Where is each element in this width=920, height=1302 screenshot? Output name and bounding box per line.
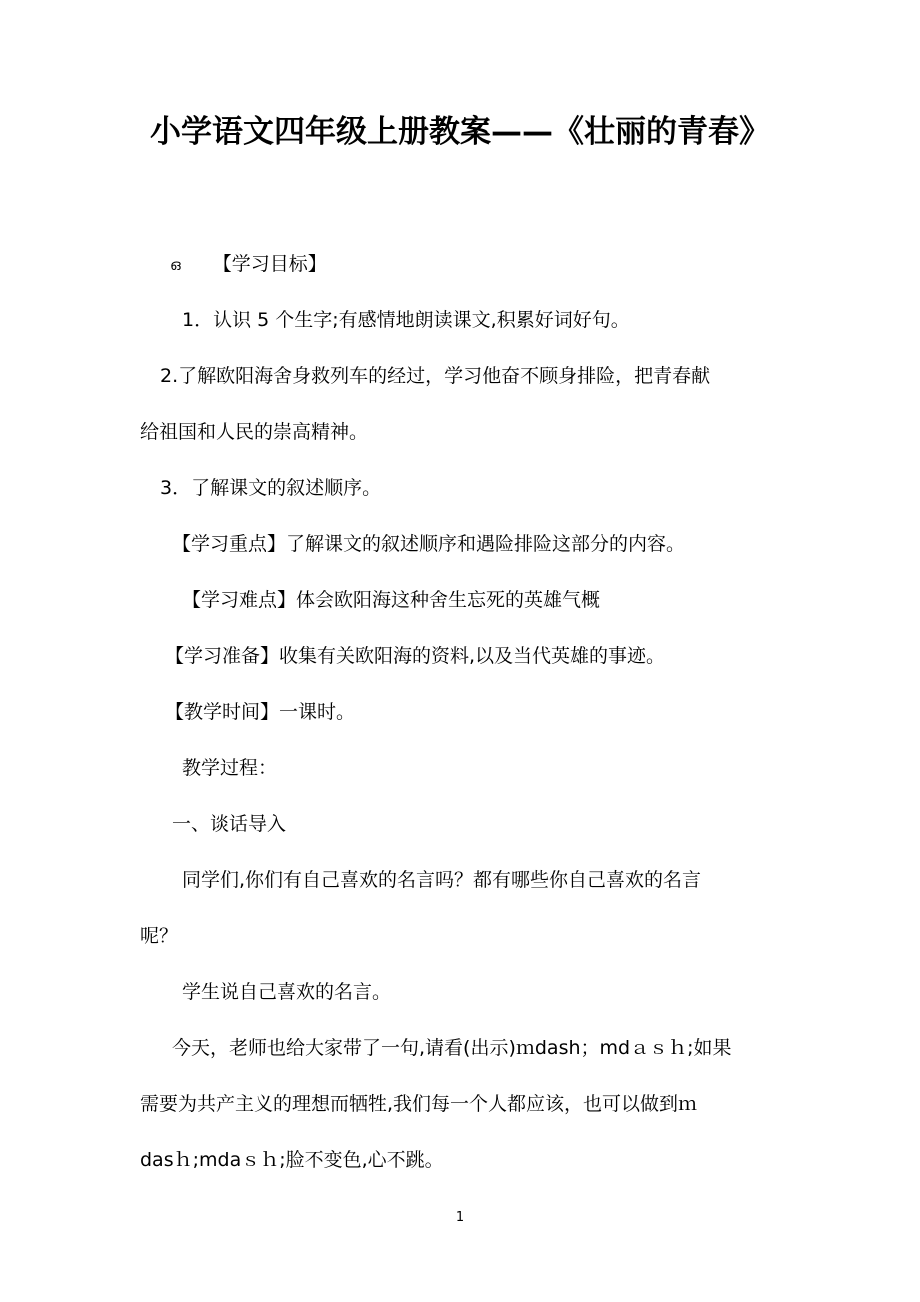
preparation: 【学习准备】收集有关欧阳海的资料,以及当代英雄的事迹。 — [165, 645, 666, 667]
paragraph-2: 学生说自己喜欢的名言。 — [182, 981, 392, 1003]
objective-2-line-2: 给祖国和人民的崇高精神。 — [140, 421, 369, 443]
objective-1: 1．认识 5 个生字;有感情地朗读课文,积累好词好句。 — [182, 309, 630, 331]
section-1-heading: 一、谈话导入 — [172, 813, 287, 835]
objective-3: 3．了解课文的叙述顺序。 — [160, 477, 382, 499]
teaching-time: 【教学时间】一课时。 — [165, 701, 356, 723]
page-number: 1 — [455, 1210, 465, 1225]
objectives-heading: 【学习目标】 — [212, 253, 327, 275]
objectives-heading-line — [170, 250, 327, 279]
paragraph-1-line-1: 同学们,你们有自己喜欢的名言吗？都有哪些你自己喜欢的名言 — [182, 869, 702, 891]
paragraph-3-line-1: 今天，老师也给大家带了一句,请看(出示)ｍdash；mdａｓｈ;如果 — [172, 1037, 732, 1059]
paragraph-3-line-2: 需要为共产主义的理想而牺牲,我们每一个人都应该，也可以做到ｍ — [140, 1093, 698, 1115]
key-points: 【学习重点】了解课文的叙述顺序和遇险排险这部分的内容。 — [172, 533, 686, 555]
paragraph-3-line-3: dasｈ;mdaｓｈ;脸不变色,心不跳。 — [140, 1149, 444, 1171]
objective-2-line-1: 2.了解欧阳海舍身救列车的经过，学习他奋不顾身排险，把青春献 — [160, 365, 711, 387]
paragraph-1-line-2: 呢？ — [140, 925, 179, 947]
bullet-icon: ഒ — [170, 256, 181, 274]
document-title: 小学语文四年级上册教案——《壮丽的青春》 — [150, 114, 770, 150]
process-heading: 教学过程： — [182, 757, 278, 779]
difficulties: 【学习难点】体会欧阳海这种舍生忘死的英雄气概 — [182, 589, 601, 611]
